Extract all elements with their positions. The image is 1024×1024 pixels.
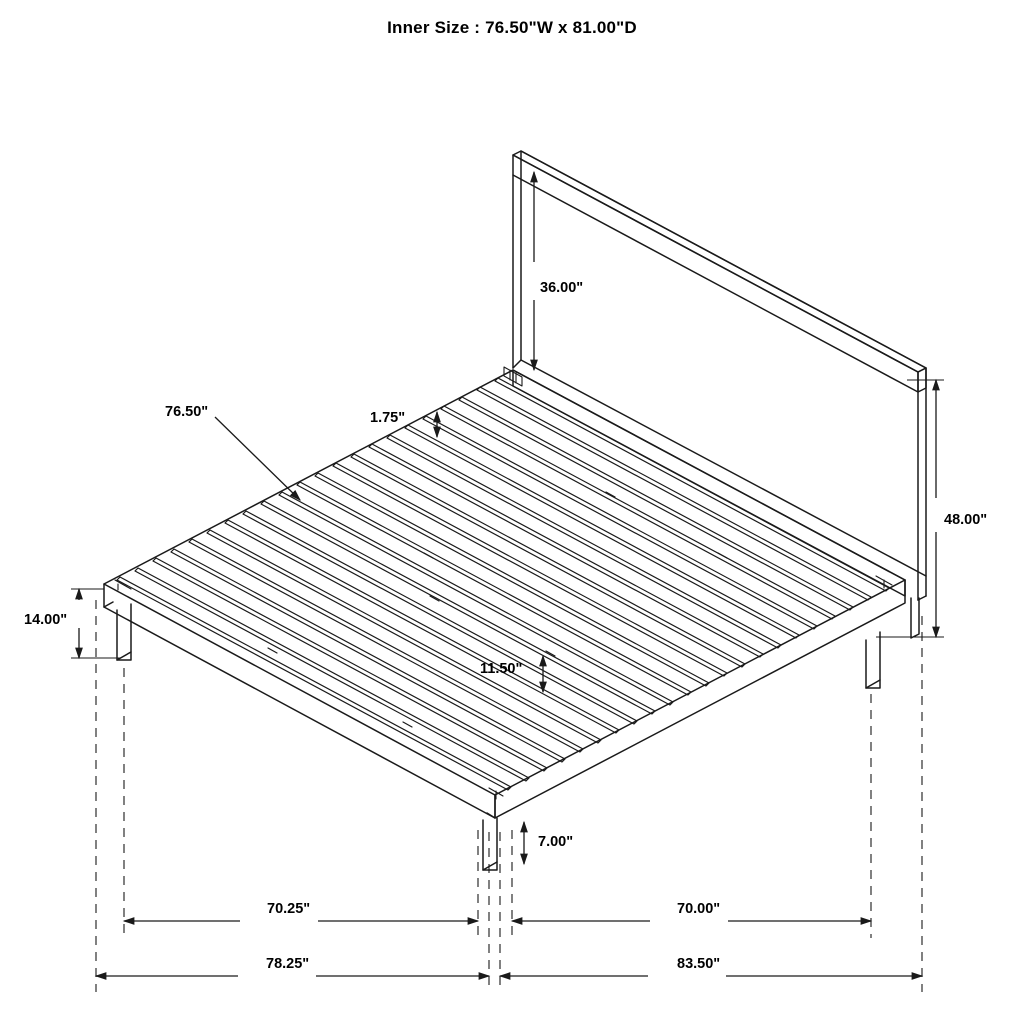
dim-label-slat-thickness: 1.75" bbox=[370, 410, 406, 426]
bed-frame-geometry bbox=[104, 151, 926, 870]
dim-label-slat-spacing: 11.50" bbox=[480, 661, 523, 677]
front-left-rail bbox=[104, 584, 495, 818]
dim-label-leg-clearance: 7.00" bbox=[538, 834, 574, 850]
legs bbox=[117, 604, 880, 870]
dim-label-headboard-height: 36.00" bbox=[540, 280, 584, 296]
dim-label-slat-width: 76.50" bbox=[165, 404, 209, 420]
dim-label-deck-height: 14.00" bbox=[24, 612, 68, 628]
headboard bbox=[513, 151, 926, 638]
dim-label-right-outer-span: 83.50" bbox=[677, 956, 721, 972]
center-support-rails bbox=[268, 492, 727, 727]
slats bbox=[117, 378, 889, 790]
rear-side-rail bbox=[513, 370, 905, 596]
corner-brackets bbox=[115, 367, 892, 799]
dim-slat-width-leader bbox=[215, 417, 300, 500]
dim-label-left-outer-span: 78.25" bbox=[266, 956, 310, 972]
dim-label-overall-height: 48.00" bbox=[944, 512, 988, 528]
dim-label-right-inner-span: 70.00" bbox=[677, 901, 721, 917]
page-title: Inner Size : 76.50"W x 81.00"D bbox=[387, 18, 637, 37]
dim-label-left-inner-span: 70.25" bbox=[267, 901, 311, 917]
